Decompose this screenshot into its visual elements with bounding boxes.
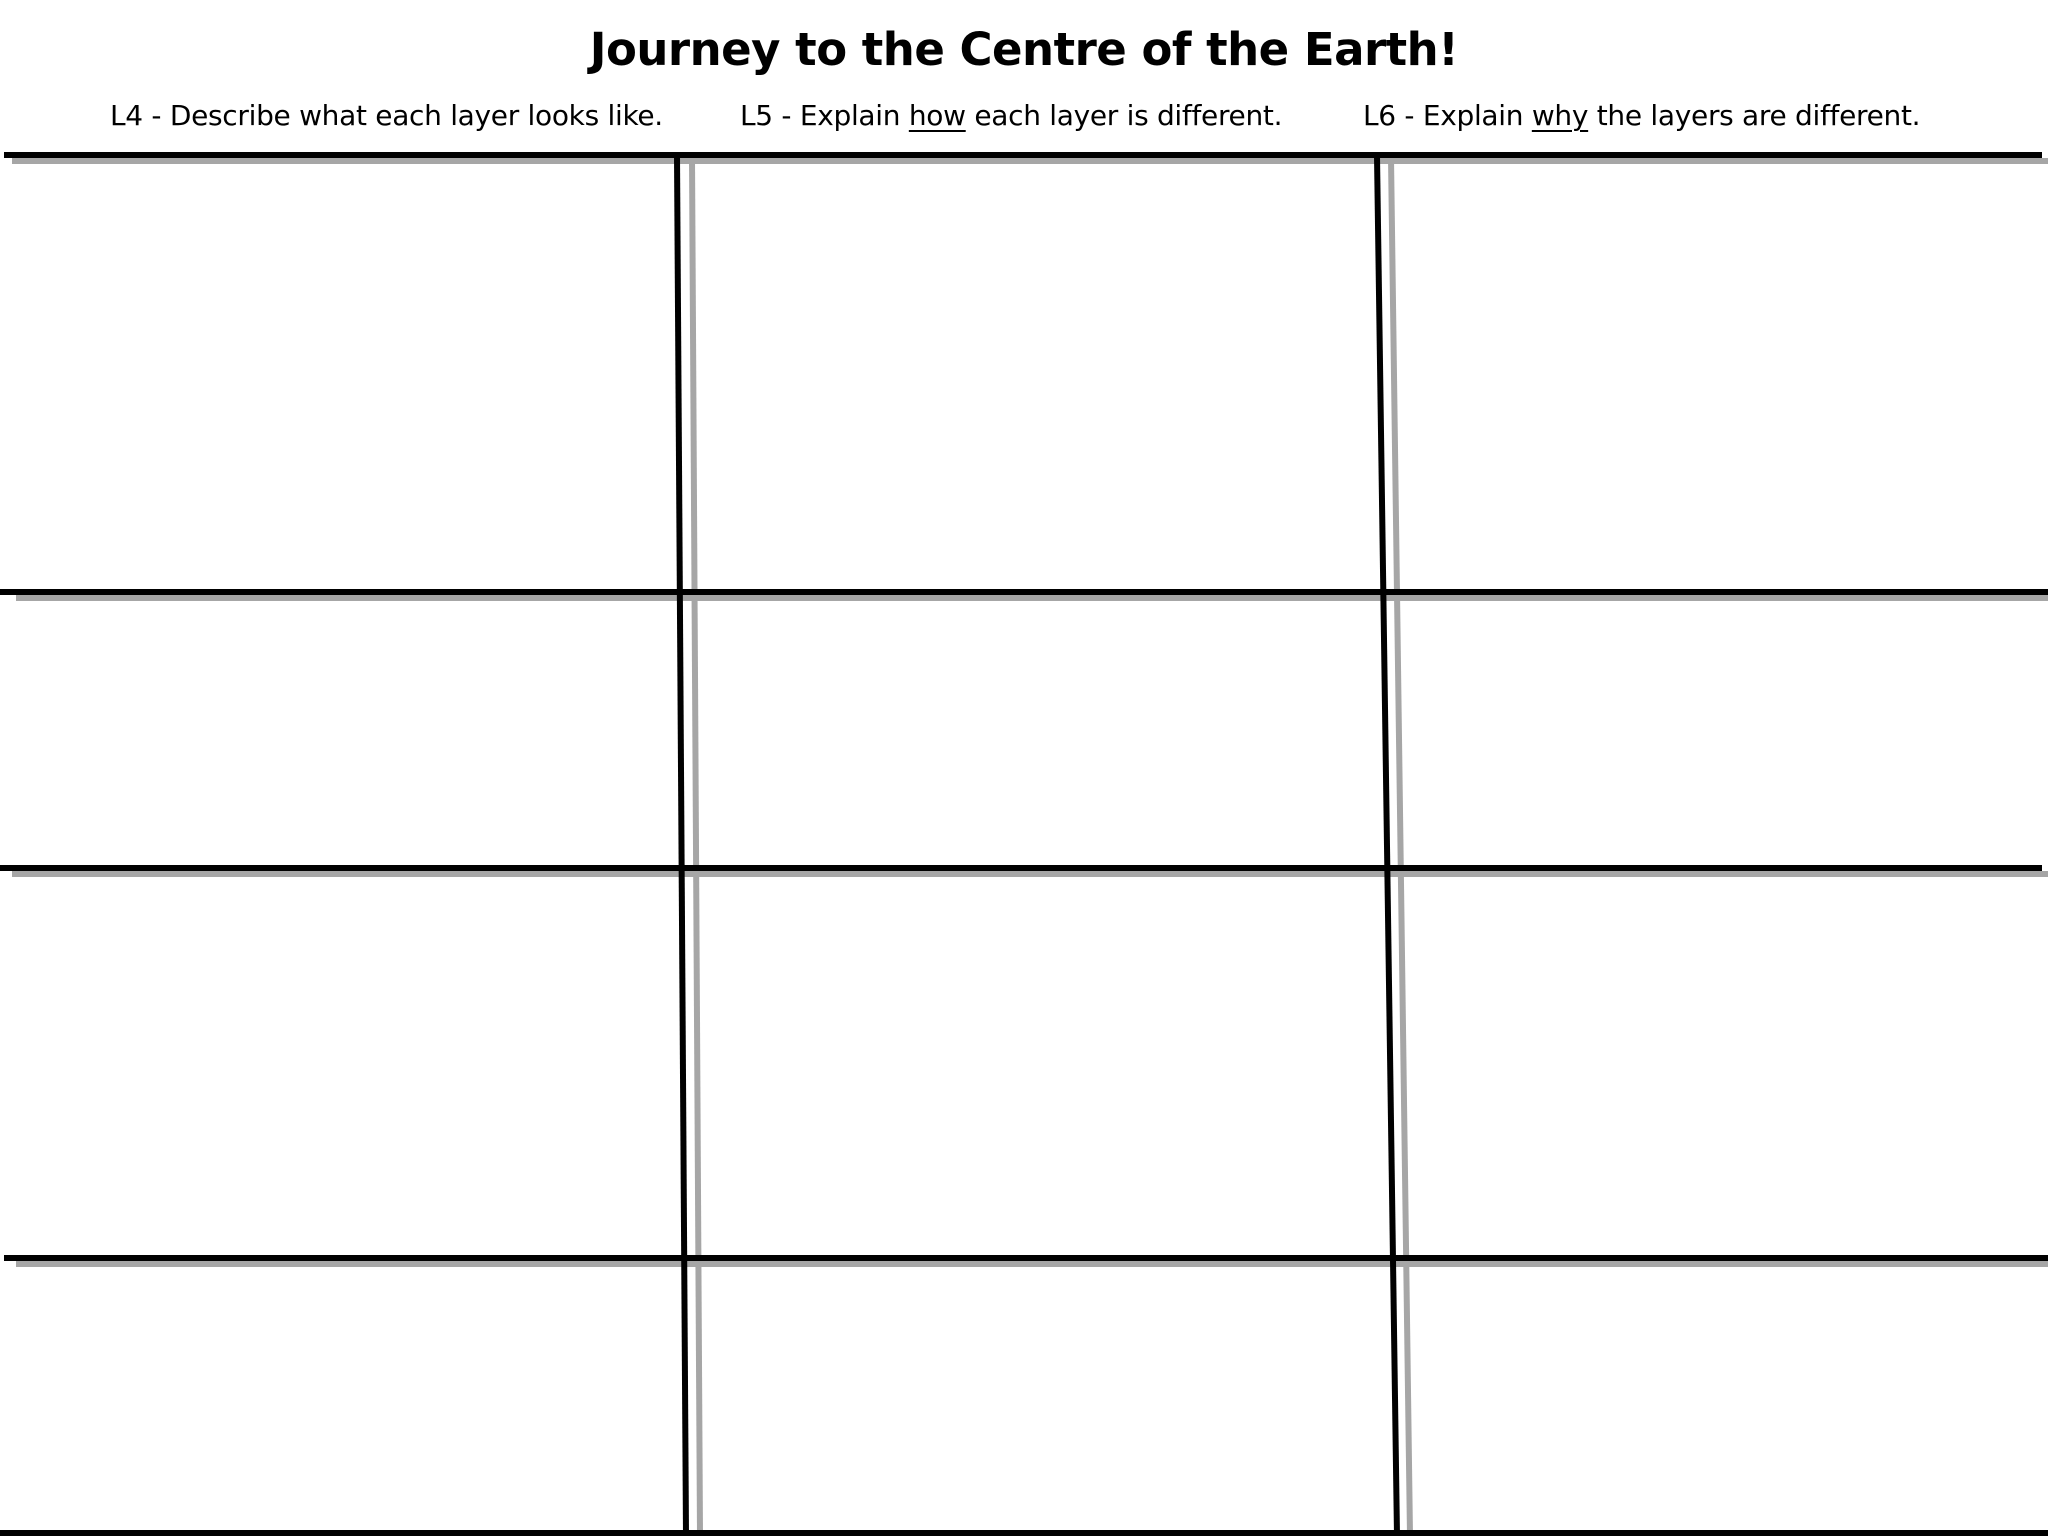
cell-r3-c3[interactable] [1400,878,2042,1254]
objective-l5-suffix: each layer is different. [965,99,1283,132]
cell-r2-c2[interactable] [700,600,1372,864]
objective-l6-suffix: the layers are different. [1588,99,1921,132]
objective-l6-prefix: L6 - Explain [1363,99,1532,132]
cell-r4-c3[interactable] [1408,1266,2044,1528]
cell-r1-c3[interactable] [1400,160,2042,588]
worksheet-title: Journey to the Centre of the Earth! [589,23,1459,76]
grid-line-v1 [677,156,686,1536]
cell-r3-c1[interactable] [6,878,674,1254]
objective-l5-keyword: how [908,99,966,132]
objective-l5-prefix: L5 - Explain [740,99,909,132]
shadow-line-v1 [692,158,700,1536]
objective-l6-keyword: why [1531,99,1589,132]
cell-r2-c1[interactable] [6,600,674,864]
cell-r1-c2[interactable] [700,160,1372,588]
cell-r1-c1[interactable] [6,160,674,588]
cell-r4-c1[interactable] [6,1266,674,1528]
objective-l4-text: L4 - Describe what each layer looks like. [110,99,663,132]
cell-r2-c3[interactable] [1400,600,2042,864]
cell-r4-c2[interactable] [702,1266,1374,1528]
cell-r3-c2[interactable] [700,878,1372,1254]
